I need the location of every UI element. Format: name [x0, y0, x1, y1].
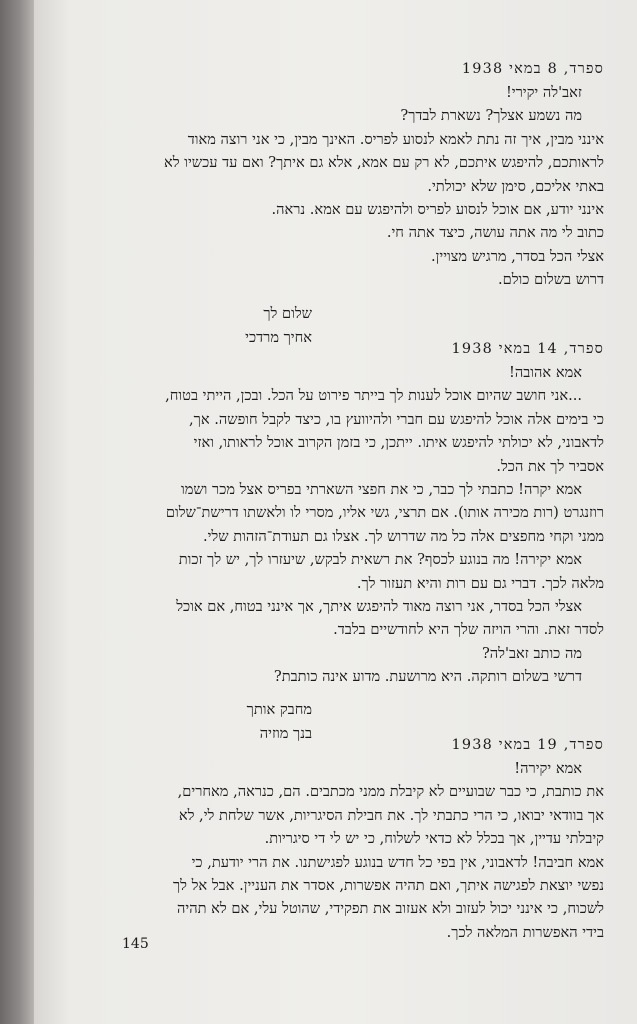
letter-line: מה נשמע אצלך? נשארת לבדך?: [400, 107, 582, 125]
letter-line: לסדר זאת. והרי הויזה שלך היא לחודשיים בלבד.: [333, 621, 604, 639]
letter-line: דרוש בשלום כולם.: [497, 271, 604, 289]
letter-line: ממני וקחי מחפצים אלה כל מה שדרוש לך. אצלו גם תעודת־הזהות שלי.: [202, 527, 604, 545]
letter-line: נפשי יוצאת לפגישה איתך, ואם תהיה אפשרות, אסדר את העניין. אבל אל לך: [172, 876, 604, 894]
letter-line: אצלי הכל בסדר, אני רוצה מאוד להיפגש איתך, אך אינני בטוח, אם אוכל: [176, 597, 582, 615]
letter-line: אמא יקרה! כתבתי לך כבר, כי את חפצי השארתי בפריס אצל מכר ושמו: [180, 480, 582, 498]
letter-date: ספרד, 14 במאי 1938: [451, 341, 604, 357]
letter-line: אינני מבין, איך זה נתת לאמא לנסוע לפריס. האינך מבין, כי אני רוצה מאוד: [187, 130, 604, 148]
book-gutter: [0, 0, 36, 1024]
letter-line: לראותכם, להיפגש איתכם, לא רק עם אמא, אלא גם איתך? ואם עד עכשיו לא: [163, 154, 604, 172]
letter-line: לשכוח, כי אינני יכול לעזוב ולא אעזוב את תפקידי, שהוטל עלי, אם לא תהיה: [176, 900, 604, 918]
letter-line: את כותבת, כי כבר שבועיים לא קיבלת ממני מכתבים. הם, כנראה, מאחרים,: [177, 783, 604, 801]
book-page: [34, 0, 637, 1024]
letter: [74, 338, 604, 746]
letter-line: אך בוודאי יבואו, כי הרי כתבתי לך. את חבילת הסיגריות, אשר שלחת לי, לא: [178, 806, 604, 824]
letter-line: כתוב לי מה אתה עושה, כיצד אתה חי.: [386, 224, 604, 242]
letter-line: מה כותב זאב'לה?: [481, 644, 582, 662]
letter-date: ספרד, 8 במאי 1938: [461, 61, 604, 77]
letter-line: אמא חביבה! לדאבוני, אין בפי כל חדש בנוגע לפגישתנו. את הרי יודעת, כי: [191, 853, 604, 871]
letter-line: מלאה לכך. דברי גם עם רות והיא תעזור לך.: [356, 574, 604, 592]
letter-date: ספרד, 19 במאי 1938: [451, 737, 604, 753]
letter-line: ...אני חושב שהיום אוכל לענות לך בייתר פירוט על הכל. ובכן, הייתי בטוח,: [165, 387, 582, 405]
letter-line: אסביר לך את הכל.: [496, 457, 604, 475]
letter-salutation: אמא יקירה!: [514, 760, 582, 777]
letter-line: כי בימים אלה אוכל להיפגש עם חברי ולהיוועץ בו, כיצד לקבל חופשה. אך,: [189, 410, 604, 428]
page-number: 145: [122, 936, 149, 952]
letter-line: אמא יקירה! מה בנוגע לכסף? את רשאית לבקש, שיעזרו לך, יש לך זכות: [178, 551, 582, 569]
letter-closing: מחבק אותך: [246, 701, 312, 719]
letter-line: לדאבוני, לא יכולתי להיפגש איתו. ייתכן, כי בזמן הקרוב אוכל לראותו, ואזי: [193, 434, 604, 452]
letter-line: רוזנגרט (רות מכירה אותו). אם תרצי, גשי אליו, מסרי לו ולאשתו דרישת־שלום: [165, 504, 604, 522]
letter-line: באתי אליכם, סימן שלא יכולתי.: [427, 177, 604, 195]
letter-line: דרשי בשלום רותקה. היא מרושעת. מדוע אינה כותבת?: [273, 668, 582, 686]
page-content: [74, 0, 604, 1024]
letter-line: אינני יודע, אם אוכל לנסוע לפריס ולהיפגש עם אמא. נראה.: [271, 200, 604, 218]
letter-closing: שלום לך: [263, 304, 312, 322]
letter-signature: בנך מוזיה: [259, 725, 312, 743]
letter-line: בידי האפשרות המלאה לכך.: [446, 923, 604, 941]
letter-line: אצלי הכל בסדר, מרגיש מצויין.: [431, 247, 604, 265]
letter-salutation: זאב'לה יקירי!: [505, 84, 582, 101]
letter-salutation: אמא אהובה!: [509, 364, 582, 381]
letter-line: קיבלתי עדיין, אך בכלל לא כדאי לשלוח, כי יש לי די סיגריות.: [264, 830, 604, 848]
letter-signature: אחיך מרדכי: [245, 328, 312, 346]
letter: [74, 58, 604, 350]
letter: [74, 734, 604, 944]
